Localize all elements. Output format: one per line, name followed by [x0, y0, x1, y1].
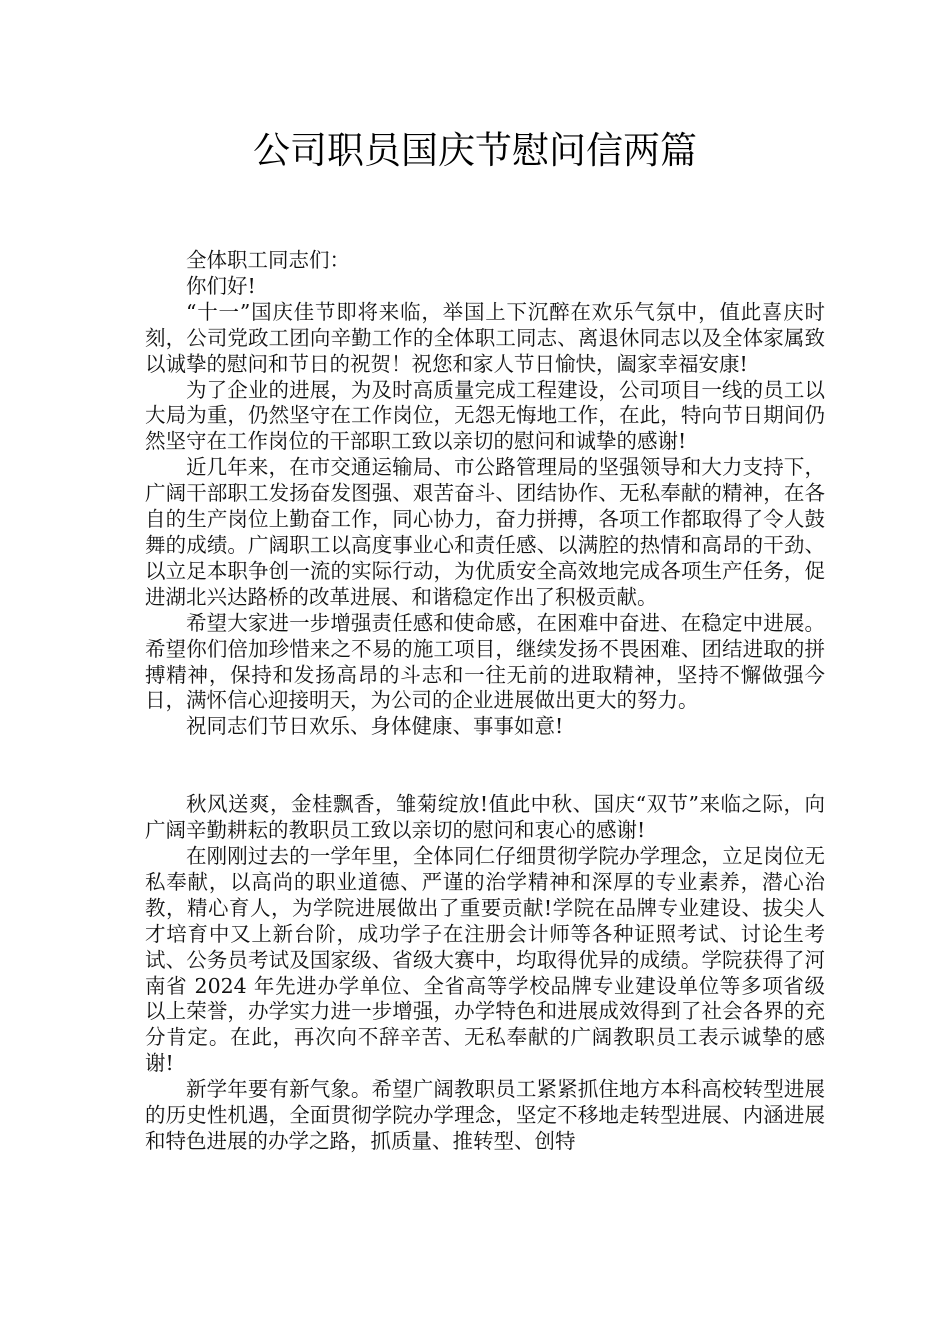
letter-2-paragraph: 秋风送爽，金桂飘香，雏菊绽放!值此中秋、国庆“双节”来临之际，向广阔辛勤耕耘的教职员工致以亲切的慰问和衷心的感谢! — [145, 792, 825, 843]
letter-2 — [145, 792, 825, 1155]
letter-1-greeting: 你们好! — [186, 273, 256, 298]
letter-2-paragraph: 新学年要有新气象。希望广阔教职员工紧紧抓住地方本科高校转型进展的历史性机遇，全面贯彻学院办学理念，坚定不移地走转型进展、内涵进展和特色进展的办学之路，抓质量、推转型、创特 — [145, 1077, 825, 1153]
letter-1-paragraph: 为了企业的进展，为及时高质量完成工程建设，公司项目一线的员工以大局为重，仍然坚守在工作岗位，无怨无悔地工作，在此，特向节日期间仍然坚守在工作岗位的干部职工致以亲切的慰问和诚挚的感谢! — [145, 377, 825, 454]
letter-1-paragraph: 希望大家进一步增强责任感和使命感，在困难中奋进、在稳定中进展。希望你们倍加珍惜来之不易的施工项目，继续发扬不畏困难、团结进取的拼搏精神，保持和发扬高昂的斗志和一往无前的进取精神，坚持不懈做强今日，满怀信心迎接明天，为公司的企业进展做出更大的努力。 — [145, 610, 825, 713]
letter-2-paragraph: 在刚刚过去的一学年里，全体同仁仔细贯彻学院办学理念，立足岗位无私奉献，以高尚的职业道德、严谨的治学精神和深厚的专业素养，潜心治教，精心育人，为学院进展做出了重要贡献!学院在品牌专业建设、拔尖人才培育中又上新台阶，成功学子在注册会计师等各种证照考试、讨论生考试、公务员考试及国家级、省级大赛中，均取得优异的成绩。学院获得了河南省 2024 年先进办学单位、全省高等学校品牌专业建设单位等多项省级以上荣誉，办学实力进一步增强，办学特色和进展成效得到了社会各界的充分肯定。在此，再次向不辞辛苦、无私奉献的广阔教职员工表示诚挚的感谢! — [145, 844, 825, 1076]
letter-1-closing: 祝同志们节日欢乐、身体健康、事事如意! — [186, 714, 564, 739]
letter-separator — [145, 740, 825, 792]
document-title: 公司职员国庆节慰问信两篇 — [253, 129, 697, 172]
letter-1 — [145, 248, 825, 740]
letter-1-paragraph: 近几年来，在市交通运输局、市公路管理局的坚强领导和大力支持下，广阔干部职工发扬奋发图强、艰苦奋斗、团结协作、无私奉献的精神，在各自的生产岗位上勤奋工作，同心协力，奋力拼搏，各项工作都取得了令人鼓舞的成绩。广阔职工以高度事业心和责任感、以满腔的热情和高昂的干劲、以立足本职争创一流的实际行动，为优质安全高效地完成各项生产任务，促进湖北兴达路桥的改革进展、和谐稳定作出了积极贡献。 — [145, 455, 825, 609]
letter-1-salutation: 全体职工同志们： — [186, 248, 350, 272]
letter-1-paragraph: “十一”国庆佳节即将来临，举国上下沉醉在欢乐气氛中，值此喜庆时刻，公司党政工团向辛勤工作的全体职工同志、离退休同志以及全体家属致以诚挚的慰问和节日的祝贺！祝您和家人节日愉快，阖家幸福安康! — [145, 299, 825, 376]
document-body — [145, 248, 825, 1155]
